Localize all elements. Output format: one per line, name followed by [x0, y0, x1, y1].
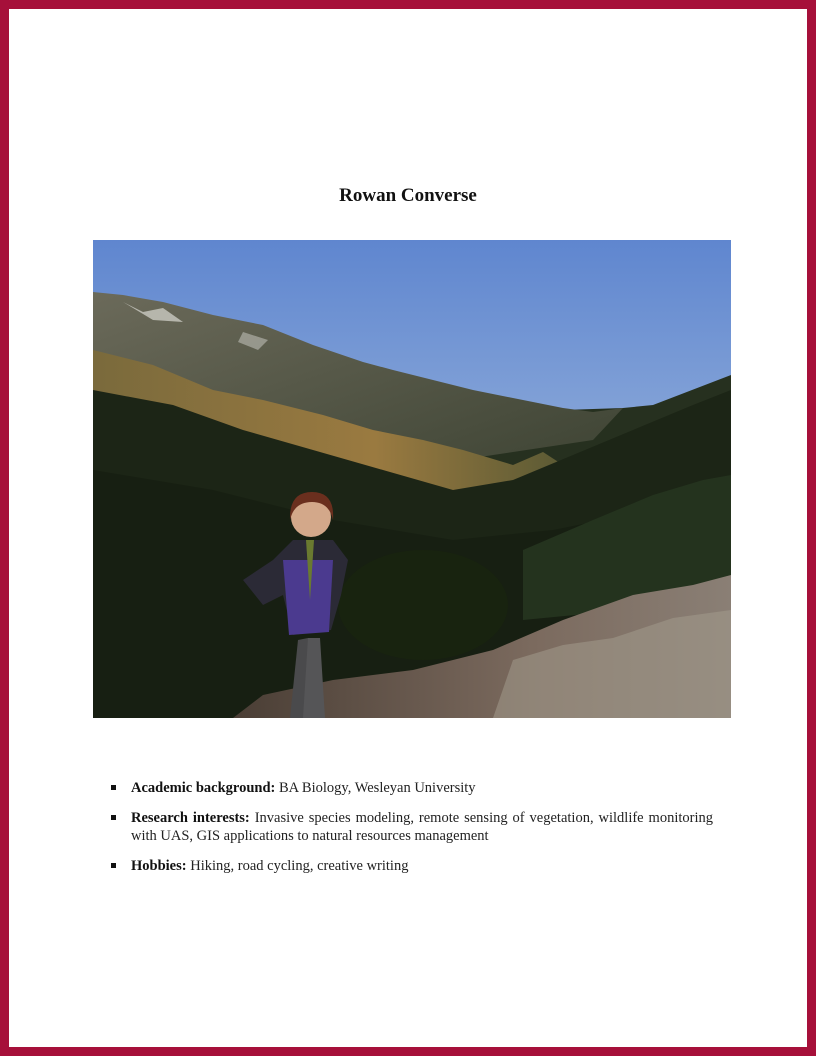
- bullet-square-icon: [111, 863, 116, 868]
- page-title: Rowan Converse: [339, 185, 477, 206]
- bullet-text: Invasive species modeling, remote sensing of vegetation, wildlife monitoring with UAS, GIS applications to natural resources management: [131, 810, 713, 844]
- bullet-square-icon: [111, 815, 116, 820]
- hiker-mountain-photo: [93, 240, 731, 718]
- bullet-text: BA Biology, Wesleyan University: [278, 780, 476, 796]
- list-item: [111, 809, 713, 845]
- profile-bullet-list: [111, 779, 713, 887]
- list-item: [111, 857, 713, 875]
- bullet-label: Academic background:: [131, 780, 279, 796]
- bullet-text: Hiking, road cycling, creative writing: [190, 858, 409, 874]
- bullet-label: Hobbies:: [131, 858, 191, 874]
- bullet-square-icon: [111, 785, 116, 790]
- bullet-label: Research interests:: [131, 810, 255, 826]
- list-item: [111, 779, 713, 797]
